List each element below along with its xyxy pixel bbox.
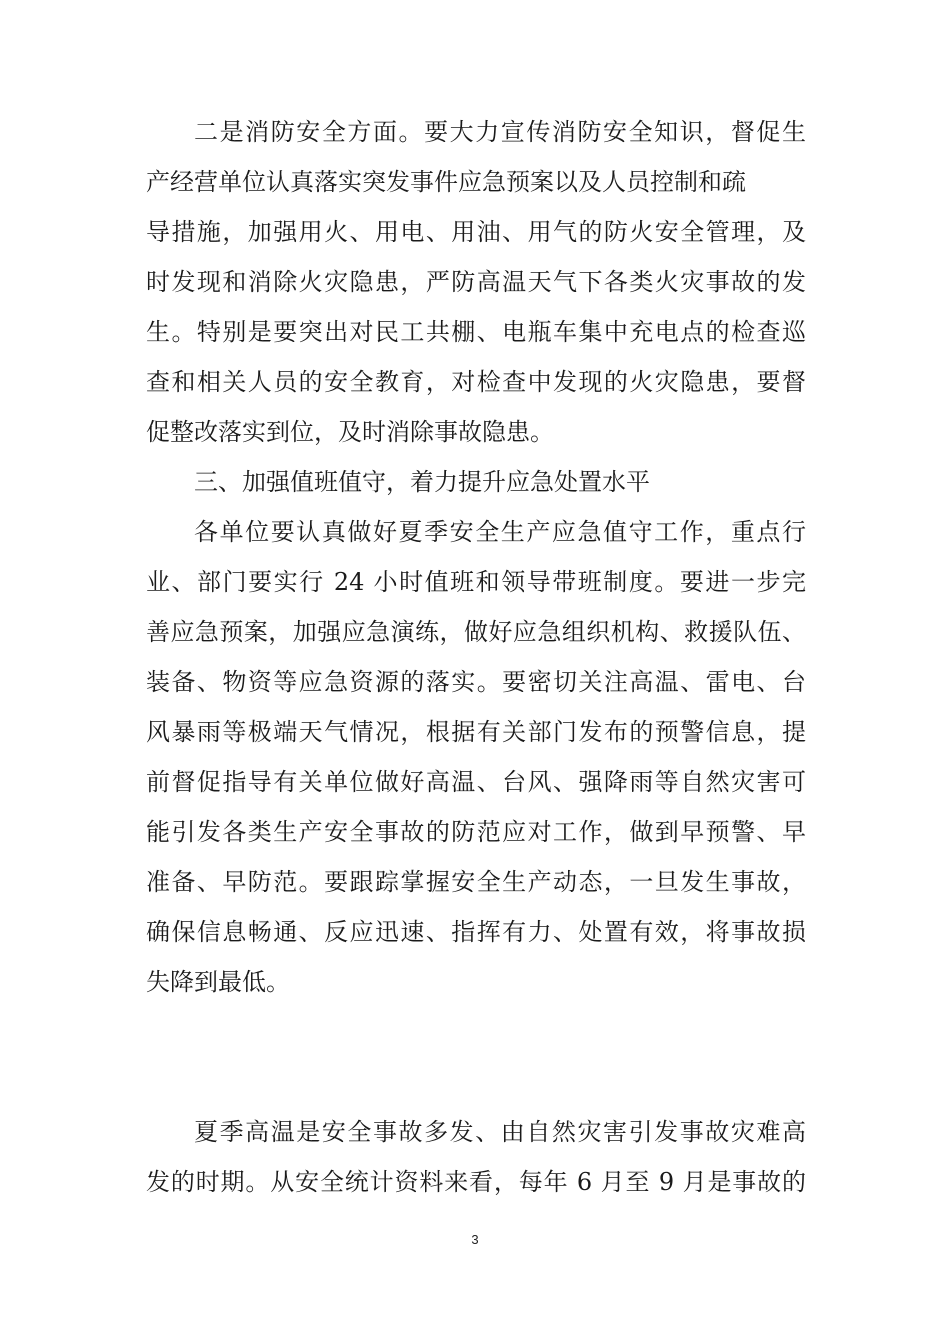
text-line: 时发现和消除火灾隐患，严防高温天气下各类火灾事故的发 [146, 268, 806, 296]
text-line: 准备、早防范。要跟踪掌握安全生产动态，一旦发生事故， [146, 868, 806, 896]
text-line: 二是消防安全方面。要大力宣传消防安全知识，督促生 [194, 118, 806, 146]
text-line: 前督促指导有关单位做好高温、台风、强降雨等自然灾害可 [146, 768, 806, 796]
text-line: 风暴雨等极端天气情况，根据有关部门发布的预警信息，提 [146, 718, 806, 746]
text-line: 装备、物资等应急资源的落实。要密切关注高温、雷电、台 [146, 668, 806, 696]
text-line: 确保信息畅通、反应迅速、指挥有力、处置有效，将事故损 [146, 918, 806, 946]
section-heading: 三、加强值班值守，着力提升应急处置水平 [194, 468, 650, 496]
text-line: 能引发各类生产安全事故的防范应对工作，做到早预警、早 [146, 818, 806, 846]
page-number: 3 [471, 1232, 479, 1247]
text-line: 查和相关人员的安全教育，对检查中发现的火灾隐患，要督 [146, 368, 806, 396]
text-line: 生。特别是要突出对民工共棚、电瓶车集中充电点的检查巡 [146, 318, 806, 346]
text-line: 业、部门要实行 24 小时值班和领导带班制度。要进一步完 [146, 568, 806, 596]
text-line: 失降到最低。 [146, 968, 290, 996]
text-line: 夏季高温是安全事故多发、由自然灾害引发事故灾难高 [194, 1118, 806, 1146]
text-line: 产经营单位认真落实突发事件应急预案以及人员控制和疏 [146, 168, 746, 196]
text-line: 发的时期。从安全统计资料来看，每年 6 月至 9 月是事故的 [146, 1168, 806, 1196]
text-line: 促整改落实到位，及时消除事故隐患。 [146, 418, 554, 446]
text-line: 善应急预案，加强应急演练，做好应急组织机构、救援队伍、 [146, 618, 806, 646]
text-line: 导措施，加强用火、用电、用油、用气的防火安全管理，及 [146, 218, 806, 246]
text-line: 各单位要认真做好夏季安全生产应急值守工作，重点行 [194, 518, 806, 546]
